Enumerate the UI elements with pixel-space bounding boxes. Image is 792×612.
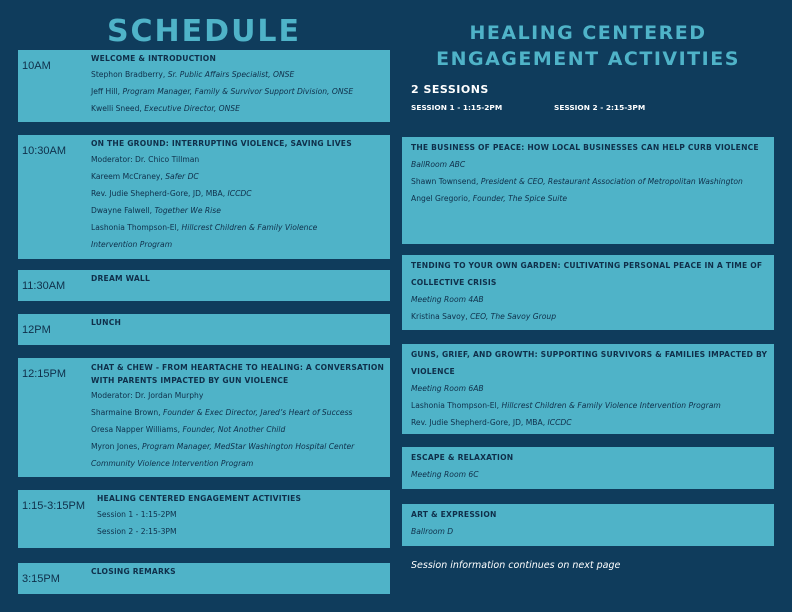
activity-card: [402, 504, 774, 546]
schedule-item-title: HEALING CENTERED ENGAGEMENT ACTIVITIES: [97, 494, 302, 503]
schedule-item-title: LUNCH: [91, 318, 122, 327]
schedule-time: 11:30AM: [22, 280, 66, 292]
speaker-line: Dwayne Falwell, Together We Rise: [91, 206, 221, 215]
schedule-time: 3:15PM: [22, 573, 60, 585]
speaker-line: Community Violence Intervention Program: [91, 459, 254, 468]
schedule-item-title: ON THE GROUND: INTERRUPTING VIOLENCE, SAVING LIVES: [91, 139, 352, 148]
speaker-line: Rev. Judie Shepherd-Gore, JD, MBA, ICCDC: [411, 418, 572, 427]
speaker-line: Intervention Program: [91, 240, 173, 249]
session-line: Session 2 - 2:15-3PM: [97, 527, 177, 536]
session-1-label: SESSION 1 - 1:15-2PM: [411, 103, 503, 112]
speaker-line: Sharmaine Brown, Founder & Exec Director, Jared’s Heart of Success: [91, 408, 353, 417]
speaker-line: Stephon Bradberry, Sr. Public Affairs Specialist, ONSE: [91, 70, 295, 79]
speaker-line: Oresa Napper Williams, Founder, Not Another Child: [91, 425, 286, 434]
activity-title: GUNS, GRIEF, AND GROWTH: SUPPORTING SURVIVORS & FAMILIES IMPACTED BY VIOLENCE: [411, 350, 768, 376]
activity-title: ART & EXPRESSION: [411, 510, 497, 519]
schedule-title: SCHEDULE: [106, 14, 302, 49]
schedule-row: [18, 314, 390, 345]
schedule-row: [18, 270, 390, 301]
speaker-line: Kareem McCraney, Safer DC: [91, 172, 199, 181]
schedule-item-title: CHAT & CHEW - FROM HEARTACHE TO HEALING: A CONVERSATION WITH PARENTS IMPACTED BY GUN VIOLENCE: [91, 363, 385, 385]
speaker-line: Moderator: Dr. Chico Tillman: [91, 155, 200, 164]
activity-room: Ballroom D: [411, 527, 454, 536]
speaker-line: Kristina Savoy, CEO, The Savoy Group: [411, 312, 557, 321]
speaker-line: Angel Gregorio, Founder, The Spice Suite: [411, 194, 568, 203]
activity-room: Meeting Room 6C: [411, 470, 479, 479]
activity-card: [402, 255, 774, 330]
activity-title: ESCAPE & RELAXATION: [411, 453, 514, 462]
schedule-time: 10:30AM: [22, 145, 67, 157]
speaker-line: Lashonia Thompson-El, Hillcrest Children & Family Violence Intervention Program: [411, 401, 721, 410]
schedule-row: [18, 358, 390, 477]
schedule-time: 1:15-3:15PM: [22, 500, 85, 512]
session-2-label: SESSION 2 - 2:15-3PM: [554, 103, 646, 112]
speaker-line: Lashonia Thompson-El, Hillcrest Children & Family Violence: [91, 223, 318, 232]
activity-title: THE BUSINESS OF PEACE: HOW LOCAL BUSINESSES CAN HELP CURB VIOLENCE: [411, 143, 759, 152]
activity-card: [402, 344, 774, 434]
schedule-row: [18, 50, 390, 122]
schedule-row: [18, 563, 390, 594]
speaker-line: Kwelli Sneed, Executive Director, ONSE: [91, 104, 240, 113]
activity-card: [402, 447, 774, 489]
activity-room: Meeting Room 4AB: [411, 295, 484, 304]
activity-card: [402, 137, 774, 244]
activities-title: HEALING CENTERED ENGAGEMENT ACTIVITIES: [436, 22, 740, 70]
schedule-item-title: DREAM WALL: [91, 274, 151, 283]
speaker-line: Rev. Judie Shepherd-Gore, JD, MBA, ICCDC: [91, 189, 252, 198]
sessions-header: [411, 83, 646, 112]
schedule-row: [18, 135, 390, 259]
activity-room: Meeting Room 6AB: [411, 384, 484, 393]
schedule-time: 12:15PM: [22, 368, 67, 380]
activity-title: TENDING TO YOUR OWN GARDEN: CULTIVATING PERSONAL PEACE IN A TIME OF COLLECTIVE CRISIS: [411, 261, 763, 287]
speaker-line: Moderator: Dr. Jordan Murphy: [91, 391, 204, 400]
speaker-line: Myron Jones, Program Manager, MedStar Washington Hospital Center: [91, 442, 355, 451]
schedule-item-title: CLOSING REMARKS: [91, 567, 176, 576]
schedule-time: 10AM: [22, 60, 51, 72]
schedule-item-title: WELCOME & INTRODUCTION: [91, 54, 217, 63]
sessions-count: 2 SESSIONS: [411, 83, 489, 96]
session-line: Session 1 - 1:15-2PM: [97, 510, 177, 519]
schedule-time: 12PM: [22, 324, 51, 336]
continuation-note: Session information continues on next page: [411, 560, 621, 571]
speaker-line: Jeff Hill, Program Manager, Family & Survivor Support Division, ONSE: [91, 87, 354, 96]
speaker-line: Shawn Townsend, President & CEO, Restaurant Association of Metropolitan Washington: [411, 177, 743, 186]
activity-room: BallRoom ABC: [411, 160, 466, 169]
schedule-row: [18, 490, 390, 548]
